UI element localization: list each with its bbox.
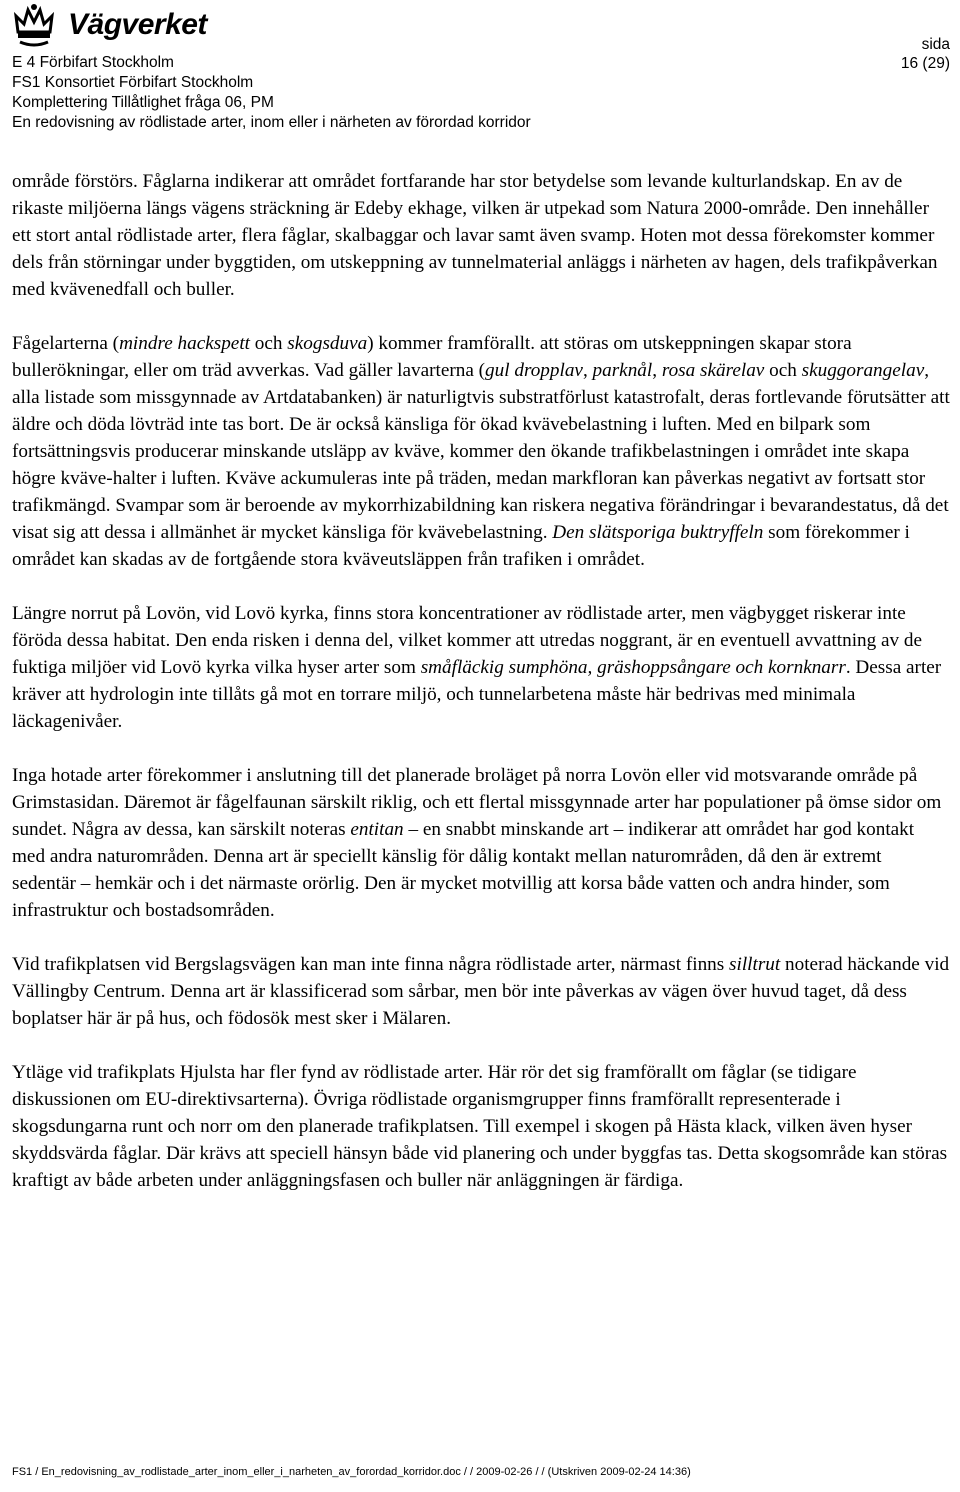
paragraph — [12, 600, 950, 735]
species-name: småfläckig sumphöna, gräshoppsångare och kornknarr — [420, 657, 846, 678]
header-consortium: FS1 Konsortiet Förbifart Stockholm — [12, 74, 254, 91]
species-name: parknål — [592, 360, 653, 381]
text-run: Vid trafikplatsen vid Bergslagsvägen kan man inte finna några rödlistade arter, närmast finns — [12, 954, 730, 975]
page-number: 16 (29) — [900, 55, 950, 72]
paragraph — [12, 951, 950, 1032]
text-run: och — [249, 333, 288, 354]
species-name: skogsduva — [287, 333, 368, 354]
vagverket-logo — [12, 2, 232, 50]
text-run: Längre norrut på Lovön, vid Lovö kyrka, finns stora koncentrationer av rödlistade arter, men vägbygget riskerar inte föröda dessa habitat. Den enda risken i denna del, vilket kommer att utredas noggrant, är en eventuell avvattning av de fuktiga miljöer vid Lovö kyrka vilka hyser arter som — [12, 603, 923, 678]
text-run: Ytläge vid trafikplats Hjulsta har fler fynd av rödlistade arter. Här rör det sig framförallt om fåglar (se tidigare diskussionen om EU-direktivsarterna). Övriga rödlistade organismgrupper finns framförallt representerade i skogsdungarna runt och norr om den planerade trafikplatsen. Till exempel i skogen på Hästa klack, vilken även hyser skyddsvärda fåglar. Där krävs att speciell hänsyn både vid planering och under byggfas tas. Detta skogsområde kan störas kraftigt av både arbeten under anläggningsfasen och buller när anläggningen är färdiga. — [12, 1062, 948, 1191]
document-body — [12, 168, 950, 1221]
text-run: som förekommer i området kan skadas av de fortgående stora kväveutsläppen från trafiken i området. — [12, 522, 910, 570]
header-subtitle: En redovisning av rödlistade arter, inom eller i närheten av förordad korridor — [12, 114, 531, 131]
species-name: Den slätsporiga buktryffeln — [552, 522, 764, 543]
page-footer: FS1 / En_redovisning_av_rodlistade_arter_inom_eller_i_narheten_av_forordad_korridor.doc / / 2009-02-26 / / (Utskriven 2009-02-24 14:36) — [12, 1466, 691, 1478]
species-name: rosa skärelav — [661, 360, 765, 381]
paragraph — [12, 1059, 950, 1194]
text-run: . Dessa arter kräver att hydrologin inte tillåts gå mot en torrare miljö, och tunnelarbetena måste här bedrivas med minimala läckagenivåer. — [12, 657, 942, 732]
text-run: , alla listade som missgynnade av Artdatabanken) är naturligtvis substratförlust katastrofalt, deras fortlevande förutsätter att äldre och döda lövträd inte tas bort. De är också känsliga för ökad kvävebelastning i luften. Med en bilpark som fortsättningsvis producerar minskande utsläpp av kväve, kommer den ökande trafikbelastningen i området inte skapa högre kväve-halter i luften. Kväve ackumuleras inte på träden, medan markfloran kan påverkas negativt av fortsatt stor trafikmängd. Svampar som är beroende av mykorrhizabildning kan riskera negativa förändringar i bevarandestatus, då det visat sig att dessa i allmänhet är mycket känsliga för kvävebelastning. — [12, 360, 950, 543]
text-run: Inga hotade arter förekommer i anslutning till det planerade broläget på norra Lovön eller vid motsvarande område på Grimstasidan. Däremot är fågelfaunan särskilt riklig, och ett flertal missgynnade arter har populationer på ömse sidor om sundet. Några av dessa, kan särskilt noteras — [12, 765, 942, 840]
text-run: ) kommer framförallt. att störas om utskeppningen skapar stora bullerökningar, eller om träd avverkas. Vad gäller lavarterna ( — [12, 333, 852, 381]
text-run: område förstörs. Fåglarna indikerar att området fortfarande har stor betydelse som levande kulturlandskap. En av de rikaste miljöerna längs vägens sträckning är Edeby ekhage, vilken är utpekad som Natura 2000-område. Den innehåller ett stort antal rödlistade arter, flera fåglar, skalbaggar och lavar samt även svamp. Hoten mot dessa förekomster kommer dels från störningar under byggtiden, om utskeppning av tunnelmaterial anläggs i närheten av hagen, dels trafikpåverkan med kvävenedfall och buller. — [12, 171, 938, 300]
text-run: – en snabbt minskande art – indikerar att området har god kontakt med andra naturområden. Denna art är speciellt känslig för dålig kontakt mellan naturområden, då den är extremt sedentär – hemkär och i det närmaste orörlig. Den är mycket motvillig att korsa både vatten och andra hinder, som infrastruktur och bostadsområden. — [12, 819, 915, 921]
page-header — [0, 0, 960, 140]
logo-text: Vägverket — [68, 8, 207, 41]
species-name: mindre hackspett — [119, 333, 250, 354]
text-run: noterad häckande vid Vällingby Centrum. Denna art är klassificerad som sårbar, men bör inte påverkas av vägen över huvud taget, då dess boplatser här är på hus, och födosök mest sker i Mälaren. — [12, 954, 950, 1029]
header-document-title: Komplettering Tillåtlighet fråga 06, PM — [12, 94, 274, 111]
header-project: E 4 Förbifart Stockholm — [12, 54, 174, 71]
text-run: och — [764, 360, 802, 381]
text-run: , — [582, 360, 593, 381]
crown-emblem-icon — [12, 2, 56, 48]
species-name: gul dropplav — [485, 360, 583, 381]
page-label: sida — [921, 36, 950, 53]
text-run: , — [652, 360, 662, 381]
text-run: Fågelarterna ( — [12, 333, 120, 354]
species-name: silltrut — [729, 954, 781, 975]
species-name: entitan — [350, 819, 404, 840]
paragraph — [12, 168, 950, 303]
paragraph — [12, 762, 950, 924]
paragraph — [12, 330, 950, 573]
species-name: skuggorangelav — [801, 360, 925, 381]
